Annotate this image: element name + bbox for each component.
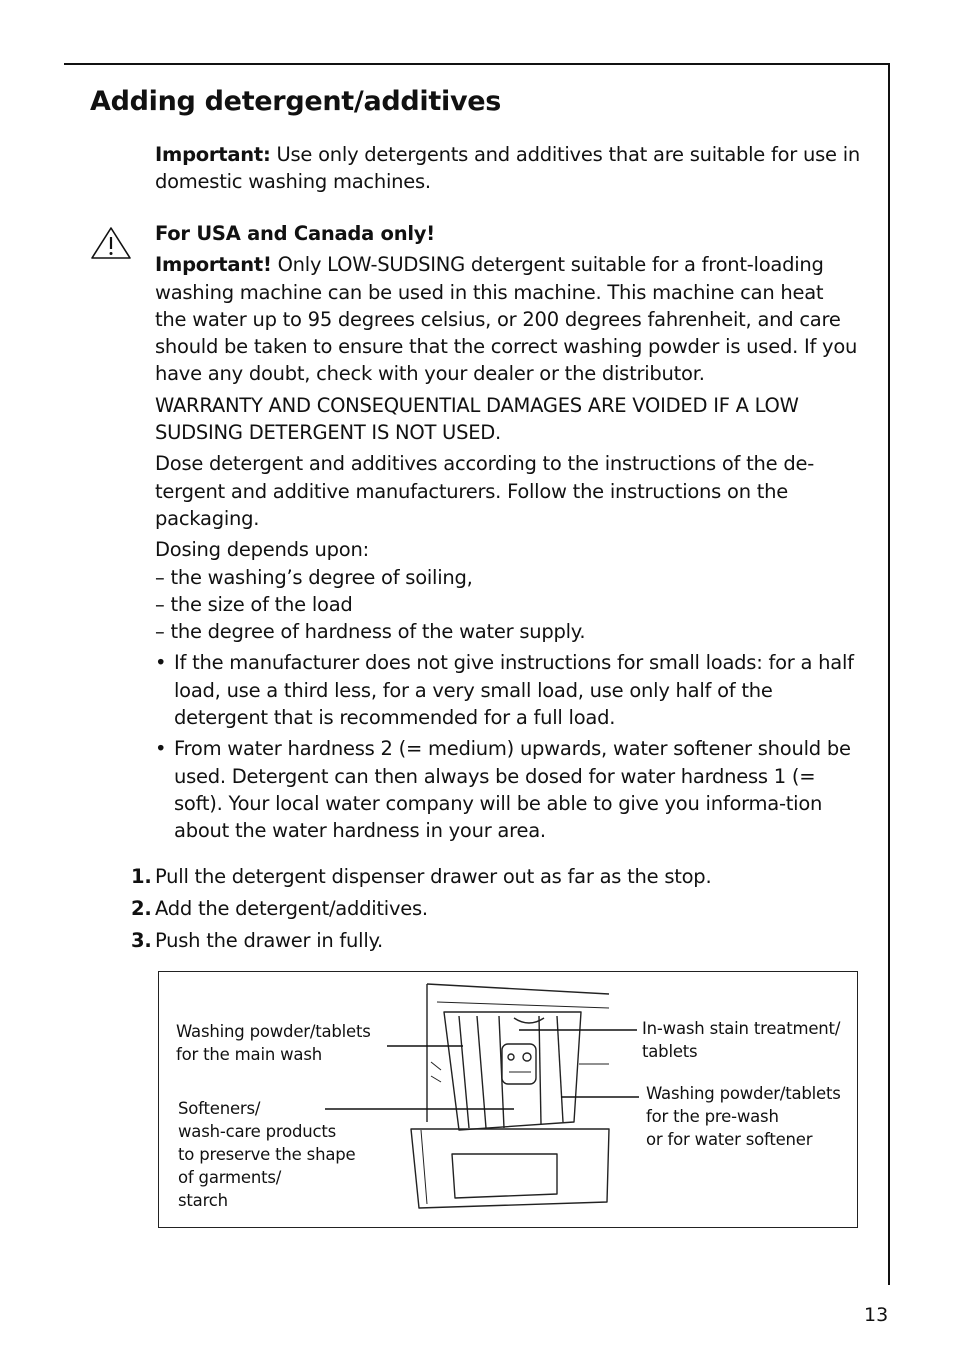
dosing-item: – the size of the load [155,592,353,616]
top-rule [64,63,890,65]
dosing-item: – the degree of hardness of the water supply. [155,620,586,644]
caption-line: In-wash stain treatment/ [642,1019,841,1038]
caption-line: of garments/ [178,1168,282,1187]
caption-line: wash-care products [178,1122,337,1141]
caption-prewash [646,1082,841,1151]
bullet-item [155,649,860,731]
caption-line: Washing powder/tablets [646,1084,841,1103]
caption-softeners [178,1097,355,1212]
page-number: 13 [864,1304,889,1326]
usa-important-label: Important! [155,253,272,277]
warning-icon [90,226,132,260]
step-item [131,863,711,890]
step-text: Push the drawer in fully. [155,929,383,952]
usa-canada-section [155,220,860,845]
caption-line: Washing powder/tablets [176,1022,371,1041]
important-note [155,141,860,196]
step-item [131,927,383,954]
bullet-text: From water hardness 2 (= medium) upwards, water softener should be used. Detergent can then always be dosed for water hardness 1 (= soft). Your local water company will be able to give you informa-tion about the water hardness in your area. [174,737,851,843]
caption-line: to preserve the shape [178,1145,356,1164]
caption-main-wash [176,1020,371,1066]
bullet-text: If the manufacturer does not give instructions for small loads: for a half load, use a third less, for a very small load, use only half of the detergent that is recommended for a full load. [174,651,854,730]
caption-line: or for water softener [646,1130,813,1149]
bullet-mark: • [155,737,167,761]
caption-line: Softeners/ [178,1099,261,1118]
caption-line: tablets [642,1042,698,1061]
step-text: Pull the detergent dispenser drawer out as far as the stop. [155,865,712,888]
important-label: Important: [155,143,271,166]
right-rule [888,63,890,1285]
dosing-item: – the washing’s degree of soiling, [155,565,473,589]
dispenser-figure [158,971,858,1228]
warranty-text: WARRANTY AND CONSEQUENTIAL DAMAGES ARE VOIDED IF A LOW SUDSING DETERGENT IS NOT USED. [155,393,799,445]
step-item [131,895,428,922]
step-number: 3. [131,929,152,952]
step-number: 2. [131,897,152,920]
caption-stain-treatment [642,1017,840,1063]
bullet-mark: • [155,651,167,675]
page-title: Adding detergent/additives [90,86,502,117]
important-text: Use only detergents and additives that are suitable for use in domestic washing machines. [155,143,861,194]
caption-line: for the main wash [176,1045,322,1064]
bullet-item [155,735,860,844]
caption-line: for the pre-wash [646,1107,779,1126]
caption-line: starch [178,1191,228,1210]
dosing-intro: Dosing depends upon: [155,538,369,562]
usa-heading: For USA and Canada only! [155,222,435,245]
dose-text: Dose detergent and additives according to the instructions of the de-tergent and additive manufacturers. Follow the instructions on the packaging. [155,452,814,530]
step-number: 1. [131,865,152,888]
usa-important-text: Only LOW-SUDSING detergent suitable for a front-loading washing machine can be used in this machine. This machine can heat the water up to 95 degrees celsius, or 200 degrees fahrenheit, and care should be taken to ensure that the correct washing powder is used. If you have any doubt, check with your dealer or the distributor. [155,253,858,386]
step-text: Add the detergent/additives. [155,897,428,920]
